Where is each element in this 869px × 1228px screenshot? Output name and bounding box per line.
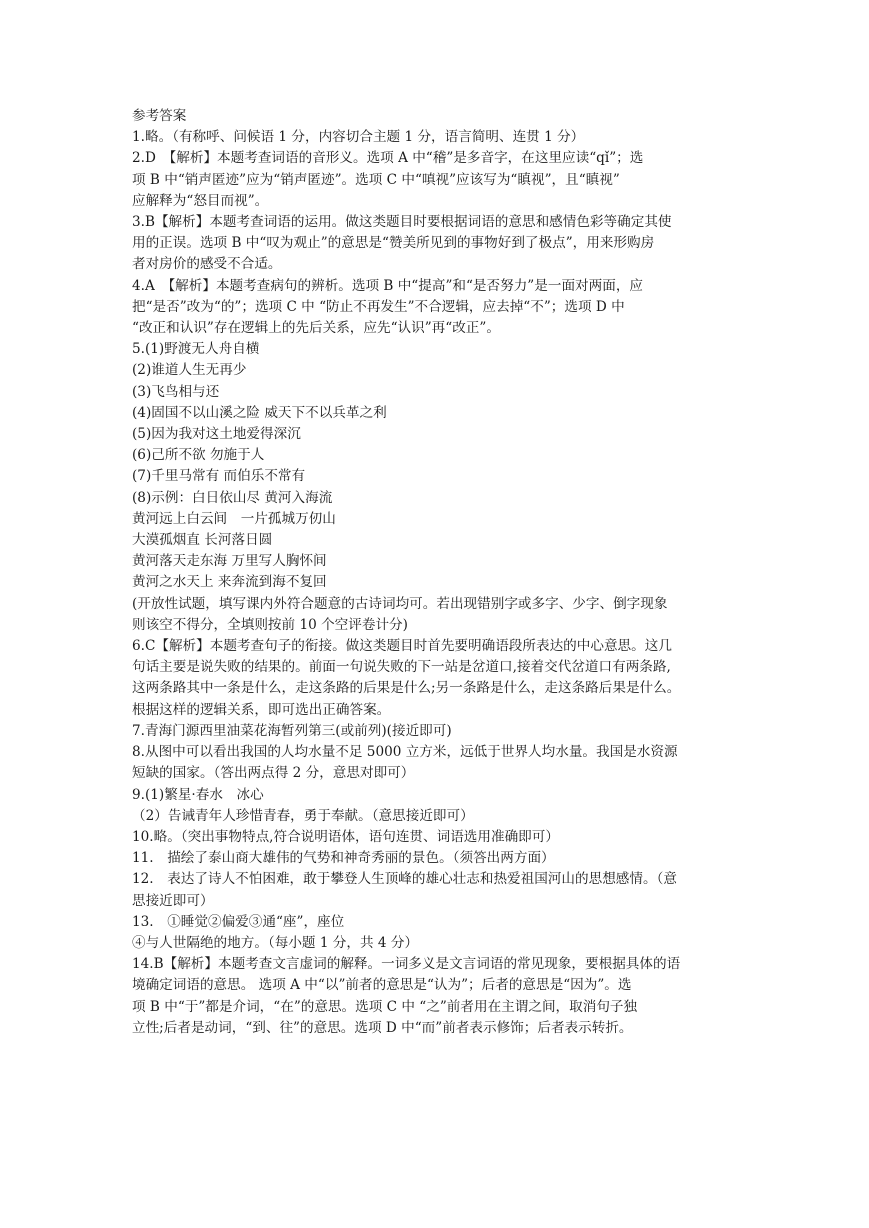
answer-line: 14.B【解析】本题考查文言虚词的解释。一词多义是文言词语的常见现象，要根据具体的语: [132, 956, 681, 973]
answer-line: 9.(1)繁星·春水 冰心: [132, 786, 264, 803]
document-title: 参考答案: [132, 108, 187, 124]
answer-line: 应解释为“怒目而视”。: [132, 192, 269, 209]
answer-document: [132, 106, 746, 1039]
answer-line: 4.A 【解析】本题考查病句的辨析。选项 B 中“提高”和“是否努力”是一面对两面，应: [132, 277, 644, 294]
answer-line: 则该空不得分，全填则按前 10 个空评卷计分): [132, 616, 408, 633]
answer-line: 2.D 【解析】本题考查词语的音形义。选项 A 中“稽”是多音字，在这里应读“qǐ”；选: [132, 150, 644, 167]
answer-line: 大漠孤烟直 长河落日圆: [132, 532, 273, 549]
answer-line: (6)己所不欲 勿施于人: [132, 447, 265, 464]
answer-line: ④与人世隔绝的地方。（每小题 1 分，共 4 分）: [132, 934, 419, 951]
answer-line: 11. 描绘了泰山商大雄伟的气势和神奇秀丽的景色。（须答出两方面）: [132, 850, 555, 867]
answer-line: （2）告诫青年人珍惜青春，勇于奉献。（意思接近即可）: [132, 807, 474, 824]
answer-line: (2)谁道人生无再少: [132, 362, 247, 379]
answer-line: (开放性试题，填写课内外符合题意的古诗词均可。若出现错别字或多字、少字、倒字现象: [132, 595, 668, 612]
answer-line: 黄河之水天上 来奔流到海不复回: [132, 574, 327, 591]
answer-line: 5.(1)野渡无人舟自横: [132, 341, 260, 358]
answer-line: 10.略。（突出事物特点,符合说明语体，语句连贯、词语选用准确即可）: [132, 828, 559, 845]
answer-line: (8)示例：白日依山尽 黄河入海流: [132, 489, 333, 506]
answer-line: “改正和认识”存在逻辑上的先后关系，应先“认识”再“改正”。: [132, 320, 500, 337]
answer-line: (7)千里马常有 而伯乐不常有: [132, 468, 306, 485]
answer-line: 立性;后者是动词，“到、往”的意思。选项 D 中“而”前者表示修饰；后者表示转折。: [132, 1019, 633, 1036]
answer-line: 项 B 中“销声匿迹”应为“销声匿迹”。选项 C 中“嗔视”应该写为“瞋视”，且“瞋视”: [132, 171, 620, 188]
answer-line: 黄河远上白云间 一片孤城万仞山: [132, 510, 336, 527]
answer-line: 3.B【解析】本题考查词语的运用。做这类题目时要根据词语的意思和感情色彩等确定其使: [132, 214, 672, 231]
answer-line: 者对房价的感受不合适。: [132, 256, 282, 273]
answer-line: 思接近即可）: [132, 892, 214, 909]
answer-line: 根据这样的逻辑关系，即可选出正确答案。: [132, 701, 391, 718]
answer-line: 6.C【解析】本题考查句子的衔接。做这类题目时首先要明确语段所表达的中心意思。这几: [132, 638, 672, 655]
answer-lines: [132, 127, 746, 1039]
answer-line: 把“是否”改为“的”；选项 C 中 “防止不再发生”不合逻辑，应去掉“不”；选项 D 中: [132, 298, 625, 315]
answer-line: 12. 表达了诗人不怕困难，敢于攀登人生顶峰的雄心壮志和热爱祖国河山的思想感情。（意: [132, 871, 677, 888]
answer-line: 黄河落天走东海 万里写人胸怀间: [132, 553, 327, 570]
answer-line: 13. ①睡觉②偏爱③通“座”，座位: [132, 913, 345, 930]
answer-line: 8.从图中可以看出我国的人均水量不足 5000 立方米，远低于世界人均水量。我国是水资源: [132, 744, 678, 761]
answer-line: 这两条路其中一条是什么，走这条路的后果是什么;另一条路是什么，走这条路后果是什么。: [132, 680, 681, 697]
answer-line: 7.青海门源西里油菜花海暂列第三(或前列)(接近即可): [132, 722, 452, 739]
answer-line: (3)飞鸟相与还: [132, 383, 220, 400]
answer-line: 项 B 中“于”都是介词，“在”的意思。选项 C 中 “之”前者用在主谓之间，取消句子独: [132, 998, 638, 1015]
answer-line: 境确定词语的意思。 选项 A 中“以”前者的意思是“认为”；后者的意思是“因为”。选: [132, 977, 632, 994]
answer-line: (4)固国不以山溪之险 威天下不以兵革之利: [132, 404, 387, 421]
answer-line: 用的正误。选项 B 中“叹为观止”的意思是“赞美所见到的事物好到了极点”，用来形购房: [132, 235, 655, 252]
answer-line: 句话主要是说失败的结果的。前面一句说失败的下一站是岔道口,接着交代岔道口有两条路,: [132, 659, 671, 676]
answer-line: (5)因为我对这土地爱得深沉: [132, 426, 301, 443]
answer-line: 1.略。（有称呼、问候语 1 分，内容切合主题 1 分，语言简明、连贯 1 分）: [132, 129, 585, 146]
answer-line: 短缺的国家。（答出两点得 2 分，意思对即可）: [132, 765, 415, 782]
